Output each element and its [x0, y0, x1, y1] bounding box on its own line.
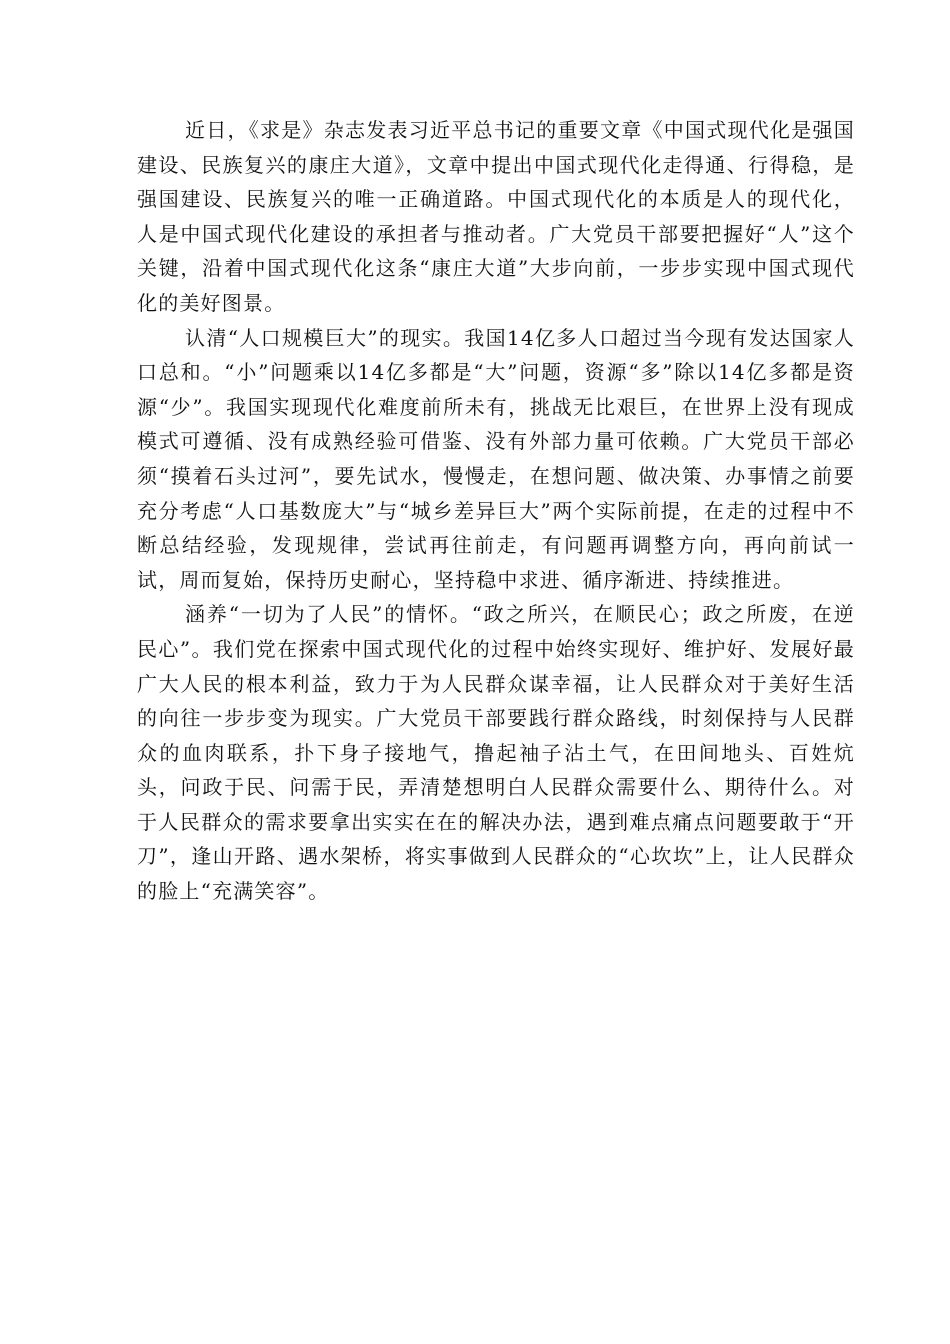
paragraph-for-the-people: 涵养“一切为了人民”的情怀。“政之所兴，在顺民心；政之所废，在逆民心”。我们党在探索中国式现代化的过程中始终实现好、维护好、发展好最广大人民的根本利益，致力于为人民群众谋幸福，让人民群众对于美好生活的向往一步步变为现实。广大党员干部要践行群众路线，时刻保持与人民群众的血肉联系，扑下身子接地气，撸起袖子沾土气，在田间地头、百姓炕头，问政于民、问需于民，弄清楚想明白人民群众需要什么、期待什么。对于人民群众的需求要拿出实实在在的解决办法，遇到难点痛点问题要敢于“开刀”，逢山开路、遇水架桥，将实事做到人民群众的“心坎坎”上，让人民群众的脸上“充满笑容”。	[137, 602, 855, 904]
paragraph-population-scale: 认清“人口规模巨大”的现实。我国14亿多人口超过当今现有发达国家人口总和。“小”问题乘以14亿多都是“大”问题，资源“多”除以14亿多都是资源“少”。我国实现现代化难度前所未有，挑战无比艰巨，在世界上没有现成模式可遵循、没有成熟经验可借鉴、没有外部力量可依赖。广大党员干部必须“摸着石头过河”，要先试水，慢慢走，在想问题、做决策、办事情之前要充分考虑“人口基数庞大”与“城乡差异巨大”两个实际前提，在走的过程中不断总结经验，发现规律，尝试再往前走，有问题再调整方向，再向前试一试，周而复始，保持历史耐心，坚持稳中求进、循序渐进、持续推进。	[137, 325, 855, 592]
paragraph-intro: 近日，《求是》杂志发表习近平总书记的重要文章《中国式现代化是强国建设、民族复兴的康庄大道》，文章中提出中国式现代化走得通、行得稳，是强国建设、民族复兴的唯一正确道路。中国式现代化的本质是人的现代化，人是中国式现代化建设的承担者与推动者。广大党员干部要把握好“人”这个关键，沿着中国式现代化这条“康庄大道”大步向前，一步步实现中国式现代化的美好图景。	[137, 118, 855, 315]
article-body	[137, 113, 855, 909]
